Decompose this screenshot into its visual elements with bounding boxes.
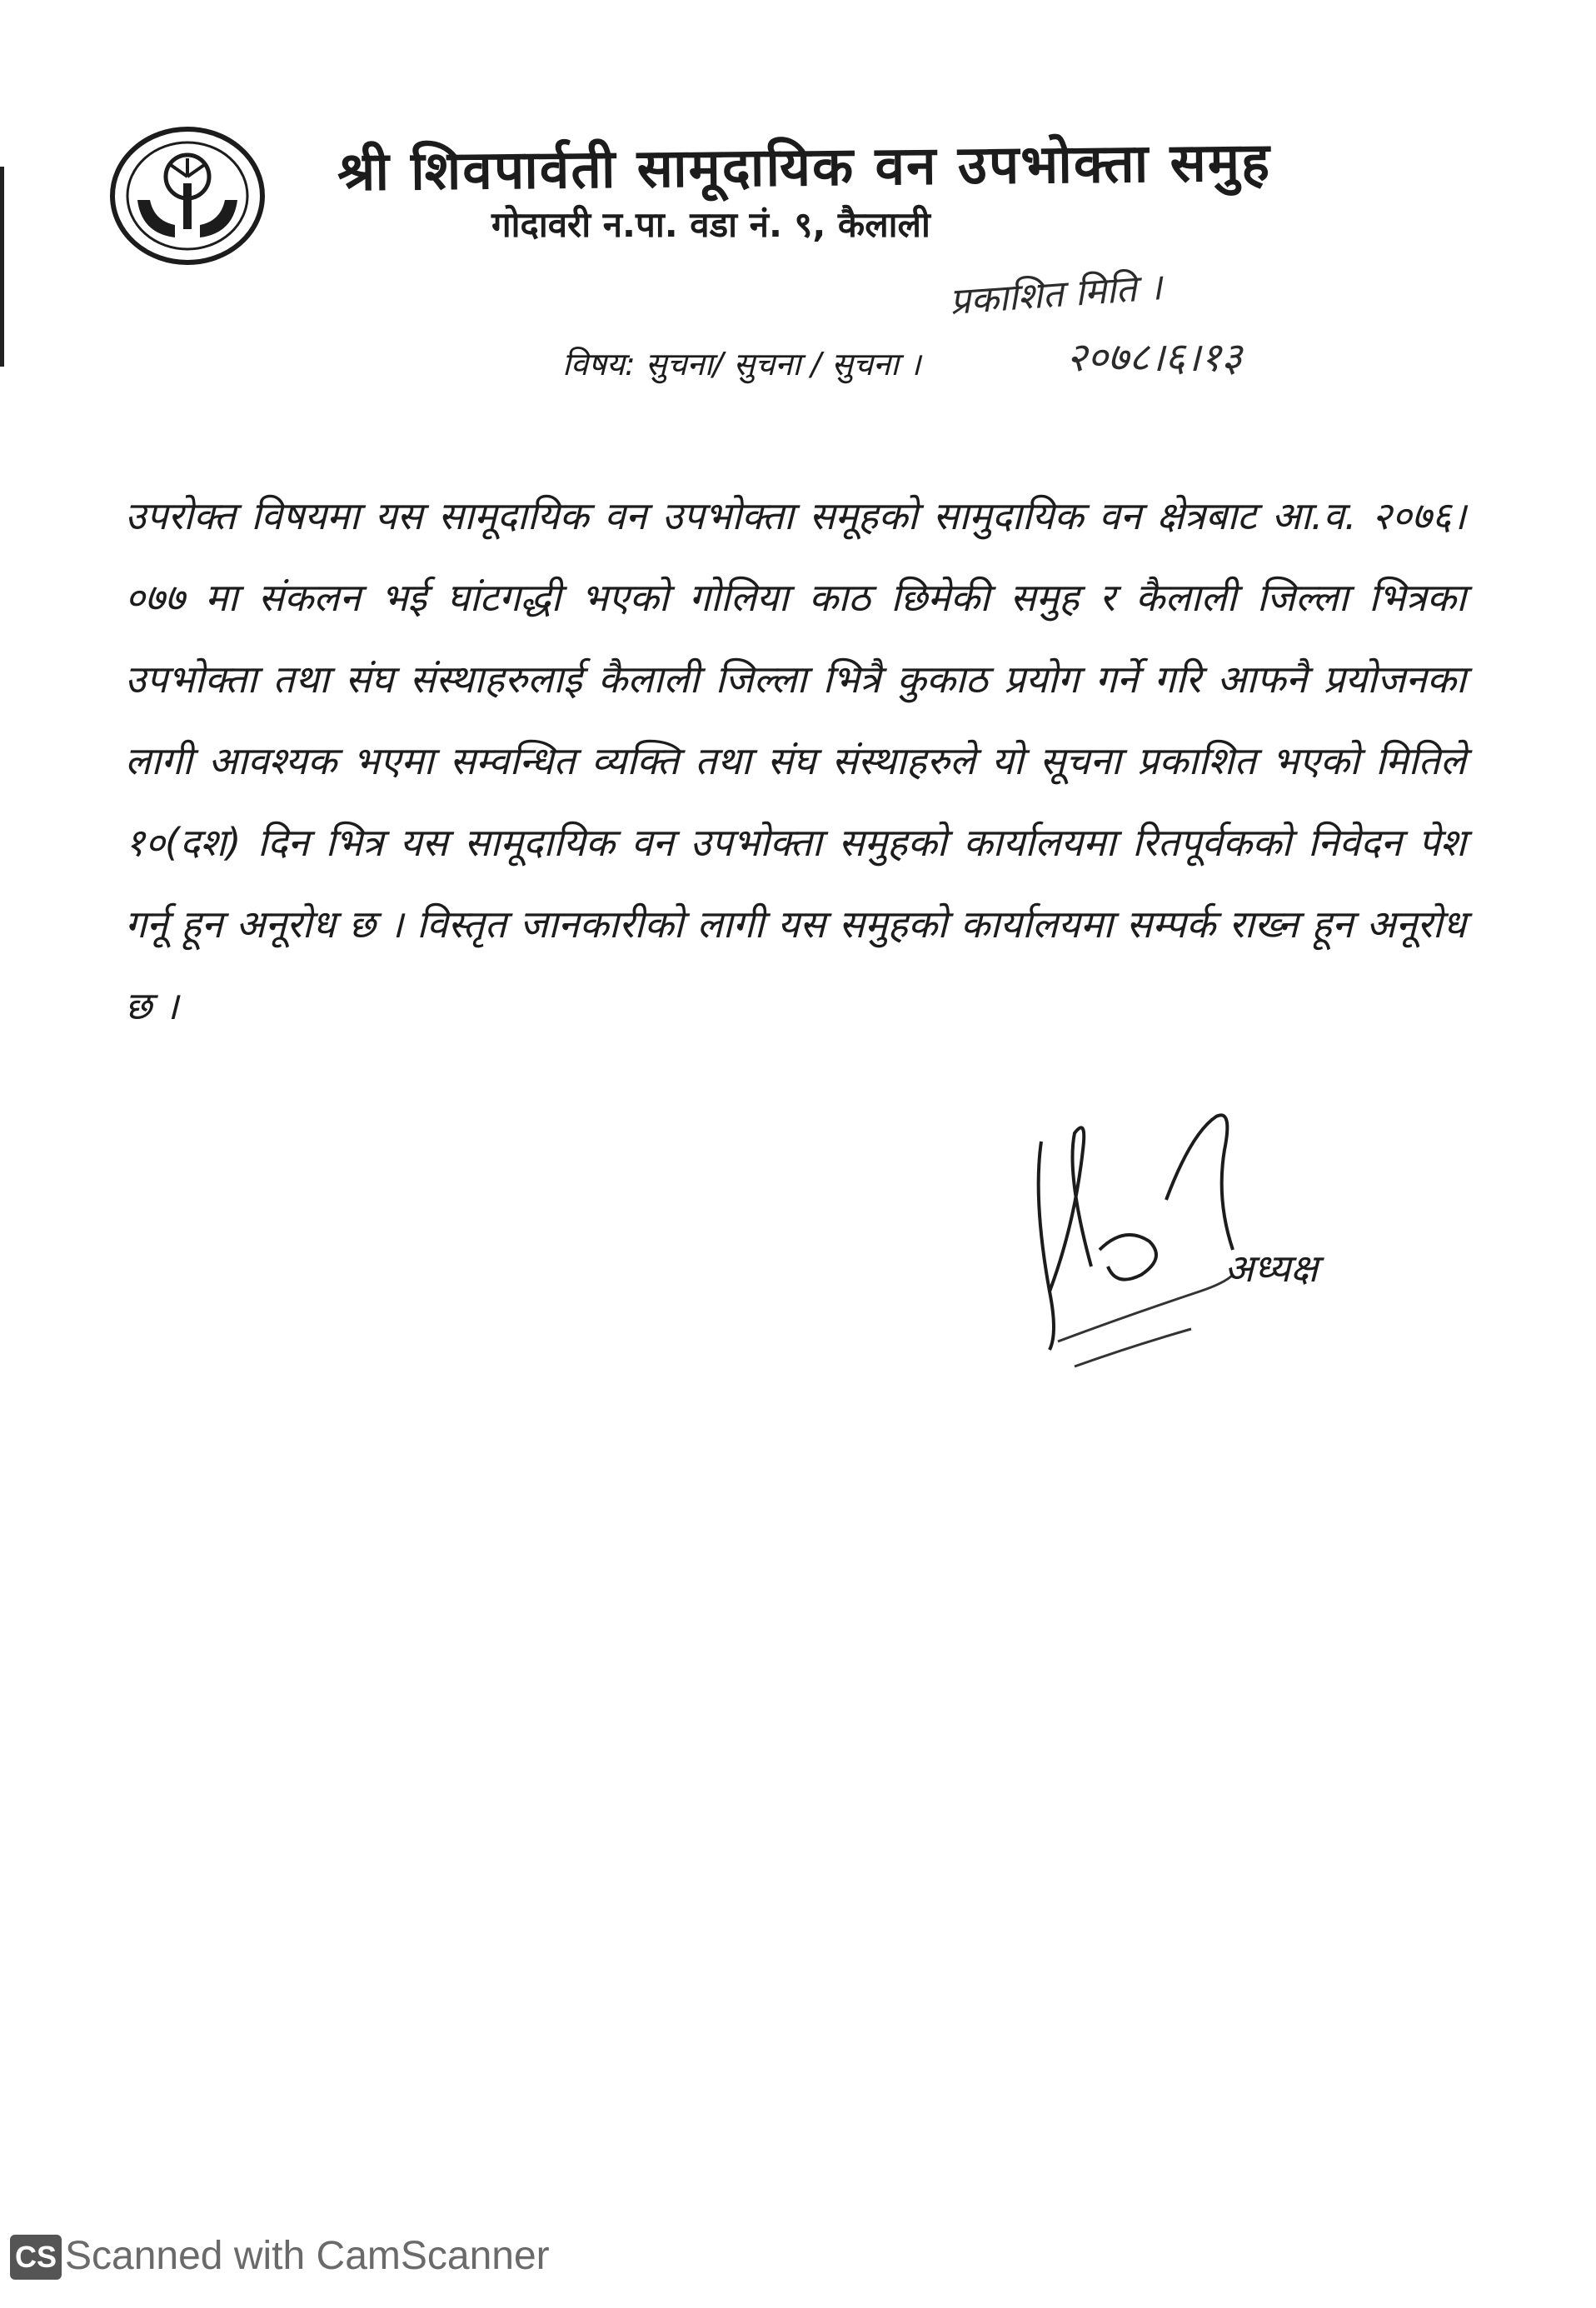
handwritten-date: २०७८।६।१३ — [1066, 334, 1243, 381]
organization-address: गोदावरी न.पा. वडा नं. ९, कैलाली — [491, 204, 930, 245]
subject-line: विषय: सुचना/ सुचना / सुचना । — [562, 346, 921, 382]
scan-edge-mark — [0, 167, 4, 367]
scanner-watermark: Scanned with CamScanner — [65, 2234, 550, 2278]
signatory-title: अध्यक्ष — [1224, 1246, 1319, 1291]
organization-logo — [108, 125, 267, 267]
notice-body: उपरोक्त विषयमा यस सामूदायिक वन उपभोक्ता समूहको सामुदायिक वन क्षेत्रबाट आ.व. २०७६।०७७ मा संकलन भई घांटगद्धी भएको गोलिया काठ छिमेकी समुह र कैलाली जिल्ला भित्रका उपभोक्ता तथा संघ संस्थाहरुलाई कैलाली जिल्ला भित्रै कुकाठ प्रयोग गर्ने गरि आफनै प्रयोजनका लागी आवश्यक भएमा सम्वन्धित व्यक्ति तथा संघ संस्थाहरुले यो सूचना प्रकाशित भएको मितिले १०(दश) दिन भित्र यस सामूदायिक वन उपभोक्ता समुहको कार्यालयमा रितपूर्वकको निवेदन पेश गर्नू हून अनूरोध छ । विस्तृत जानकारीको लागी यस समुहको कार्यालयमा सम्पर्क राख्न हून अनूरोध छ । — [125, 493, 1466, 1028]
handwritten-publish-note: प्रकाशित मिति । — [948, 266, 1164, 323]
camscanner-logo-icon: CS — [10, 2235, 62, 2280]
organization-name: श्री शिवपार्वती सामूदायिक वन उपभोक्ता समुह — [337, 132, 1272, 203]
